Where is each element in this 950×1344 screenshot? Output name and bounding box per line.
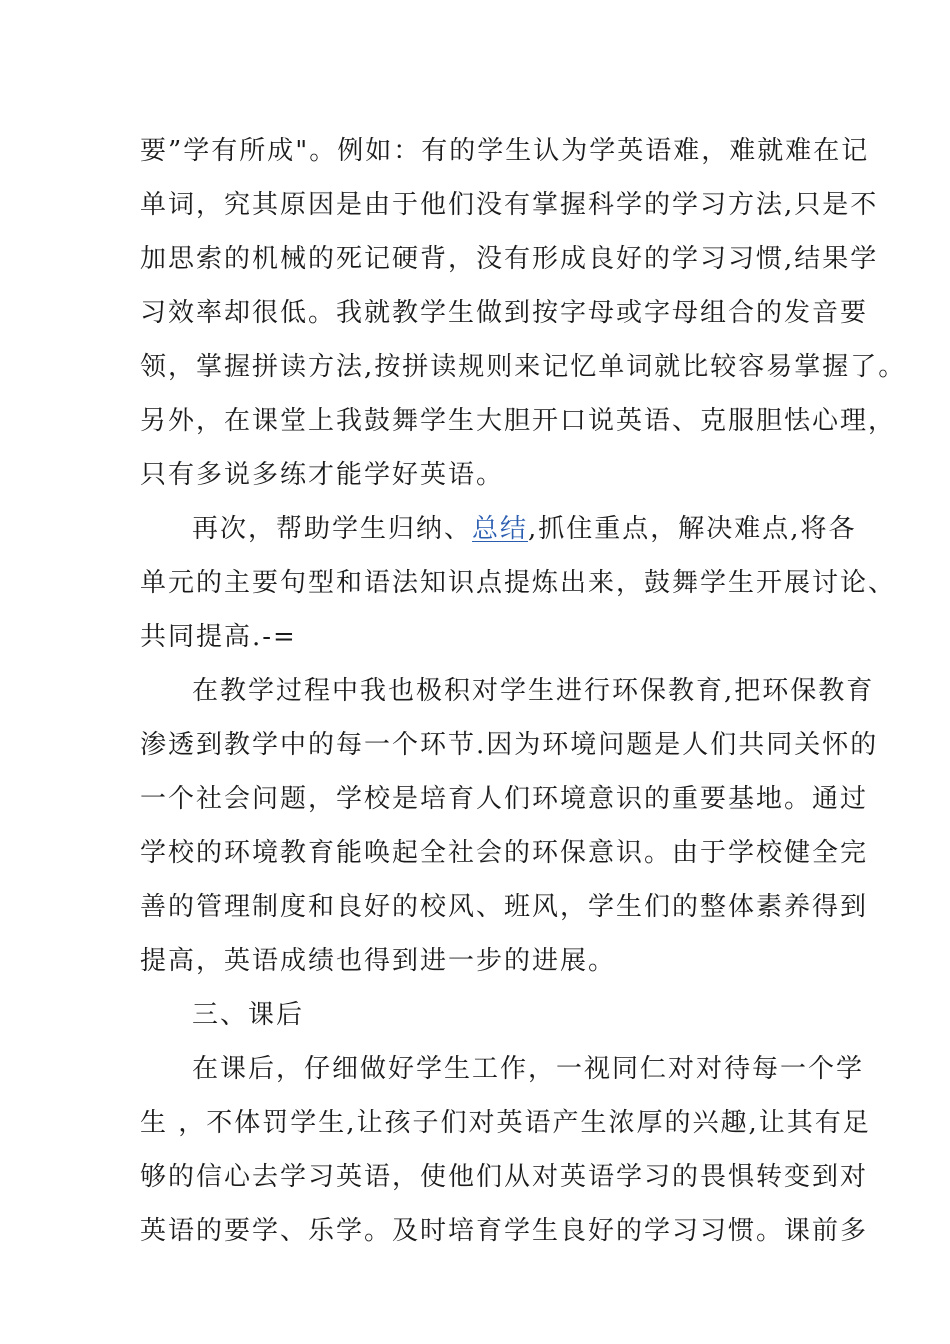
text-line: 学校的环境教育能唤起全社会的环保意识。由于学校健全完 <box>140 838 869 868</box>
text-line: 要”学有所成"。例如：有的学生认为学英语难，难就难在记 <box>140 136 870 166</box>
text-line: 单词，究其原因是由于他们没有掌握科学的学习方法,只是不 <box>140 190 879 220</box>
document-page <box>140 124 907 1258</box>
text-line: 英语的要学、乐学。及时培育学生良好的学习习惯。课前多 <box>140 1216 869 1246</box>
text-line: 一个社会问题，学校是培育人们环境意识的重要基地。通过 <box>140 784 869 814</box>
section-heading: 三、课后 <box>192 1000 305 1030</box>
text-line: 生 ，不体罚学生,让孩子们对英语产生浓厚的兴趣,让其有足 <box>140 1108 871 1138</box>
paragraph-study-methods <box>140 124 907 502</box>
text-line: 够的信心去学习英语，使他们从对英语学习的畏惧转变到对 <box>140 1162 869 1192</box>
text-line: 另外，在课堂上我鼓舞学生大胆开口说英语、克服胆怯心理， <box>140 406 897 436</box>
text-line: 领，掌握拼读方法,按拼读规则来记忆单词就比较容易掌握了。 <box>140 352 907 382</box>
paragraph-environmental-education <box>140 664 879 988</box>
text-line <box>140 502 857 556</box>
text-line: 只有多说多练才能学好英语。 <box>140 460 505 490</box>
text-line: 单元的主要句型和语法知识点提炼出来，鼓舞学生开展讨论、 <box>140 568 897 598</box>
text-line: 共同提高.-= <box>140 622 297 652</box>
summary-link[interactable]: 总结 <box>472 514 529 544</box>
paragraph-after-class <box>140 1042 871 1258</box>
text-line: 习效率却很低。我就教学生做到按字母或字母组合的发音要 <box>140 298 869 328</box>
text-line: 在课后，仔细做好学生工作，一视同仁对对待每一个学 <box>192 1054 865 1084</box>
text-fragment: ,抓住重点，解决难点,将各 <box>528 514 857 544</box>
text-fragment: 再次，帮助学生归纳、 <box>192 514 473 544</box>
paragraph-summarize <box>140 502 897 664</box>
text-line: 在教学过程中我也极积对学生进行环保教育,把环保教育 <box>192 676 875 706</box>
text-line: 提高，英语成绩也得到进一步的进展。 <box>140 946 617 976</box>
text-line: 加思索的机械的死记硬背，没有形成良好的学习习惯,结果学 <box>140 244 879 274</box>
text-line: 渗透到教学中的每一个环节.因为环境问题是人们共同关怀的 <box>140 730 879 760</box>
text-line: 善的管理制度和良好的校风、班风，学生们的整体素养得到 <box>140 892 869 922</box>
